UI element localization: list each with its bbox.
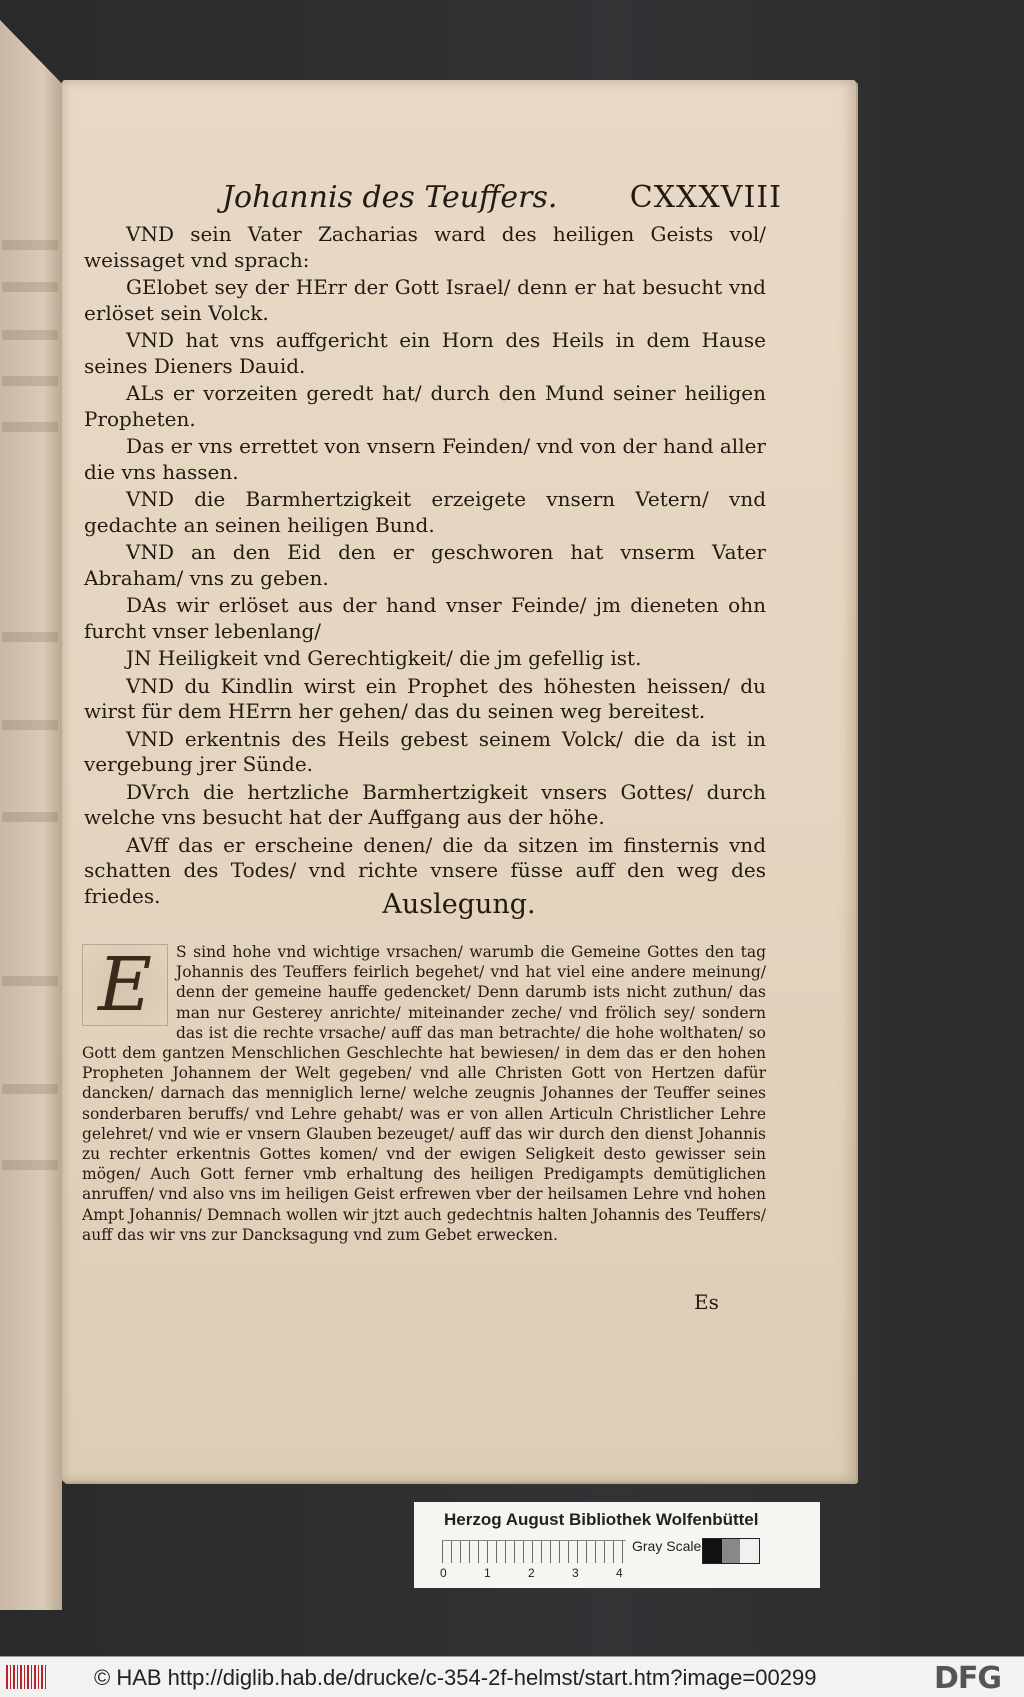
source-link[interactable]: © HAB http://diglib.hab.de/drucke/c-354-2f-helmst/start.htm?image=00299 bbox=[94, 1665, 817, 1690]
bleed-through-mark bbox=[2, 376, 58, 386]
bleed-through-mark bbox=[2, 1084, 58, 1094]
scale-ruler bbox=[442, 1540, 626, 1563]
bleed-through-mark bbox=[2, 422, 58, 432]
verse: VND du Kindlin wirst ein Prophet des höhesten heissen/ du wirst für dem HErrn her gehen/ das du seinen weg bereitest. bbox=[84, 673, 766, 723]
bleed-through-mark bbox=[2, 976, 58, 986]
running-head-title: Johannis des Teuffers. bbox=[222, 180, 558, 215]
adjacent-page-edge bbox=[0, 20, 62, 1610]
verse: VND an den Eid den er geschworen hat vnserm Vater Abraham/ vns zu geben. bbox=[84, 540, 766, 590]
decorated-initial: E bbox=[82, 944, 168, 1026]
verse: VND hat vns auffgericht ein Horn des Heils in dem Hause seines Dieners Dauid. bbox=[84, 328, 766, 378]
bleed-through-mark bbox=[2, 812, 58, 822]
bleed-through-mark bbox=[2, 720, 58, 730]
catchword: Es bbox=[694, 1290, 719, 1314]
ruler-number: 0 bbox=[440, 1566, 447, 1580]
bleed-through-mark bbox=[2, 330, 58, 340]
verse: GElobet sey der HErr der Gott Israel/ denn er hat besucht vnd erlöset sein Volck. bbox=[84, 275, 766, 325]
running-head bbox=[222, 180, 782, 216]
bleed-through-mark bbox=[2, 632, 58, 642]
verse: ALs er vorzeiten geredt hat/ durch den Mund seiner heiligen Propheten. bbox=[84, 381, 766, 431]
ruler-number: 1 bbox=[484, 1566, 491, 1580]
bleed-through-mark bbox=[2, 240, 58, 250]
ruler-number: 3 bbox=[572, 1566, 579, 1580]
ruler-number: 4 bbox=[616, 1566, 623, 1580]
gray-patch-dark bbox=[703, 1539, 722, 1563]
book-page bbox=[62, 80, 856, 1482]
barcode-icon bbox=[6, 1665, 46, 1689]
verse: DAs wir erlöset aus der hand vnser Feinde/ jm dieneten ohn furcht vnser lebenlang/ bbox=[84, 593, 766, 643]
verse-block bbox=[84, 222, 766, 911]
gray-scale-patches bbox=[702, 1538, 760, 1564]
gray-scale-label: Gray Scale bbox=[632, 1538, 702, 1554]
verse: AVff das er erscheine denen/ die da sitzen im finsternis vnd schatten des Todes/ vnd richte vnsere füsse auff den weg des friedes. bbox=[84, 832, 766, 908]
verse: JN Heiligkeit vnd Gerechtigkeit/ die jm gefellig ist. bbox=[126, 646, 642, 670]
folio-number: CXXXVIII bbox=[629, 180, 782, 215]
bleed-through-mark bbox=[2, 1160, 58, 1170]
bleed-through-mark bbox=[2, 282, 58, 292]
verse: Das er vns errettet von vnsern Feinden/ vnd von der hand aller die vns hassen. bbox=[84, 434, 766, 484]
ruler-number: 2 bbox=[528, 1566, 535, 1580]
verse: VND sein Vater Zacharias ward des heiligen Geists vol/ weissaget vnd sprach: bbox=[84, 222, 766, 272]
verse: VND die Barmhertzigkeit erzeigete vnsern Vetern/ vnd gedachte an seinen heiligen Bund. bbox=[84, 487, 766, 537]
footer-bar bbox=[0, 1656, 1024, 1697]
library-name: Herzog August Bibliothek Wolfenbüttel bbox=[444, 1510, 759, 1529]
dfg-logo: DFG bbox=[934, 1661, 1002, 1696]
verse: DVrch die hertzliche Barmhertzigkeit vnsers Gottes/ durch welche vns besucht hat der Auffgang aus der höhe. bbox=[84, 779, 766, 829]
commentary-paragraph bbox=[82, 942, 766, 1245]
verse: VND erkentnis des Heils gebest seinem Volck/ die da ist in vergebung jrer Sünde. bbox=[84, 726, 766, 776]
library-color-target bbox=[414, 1502, 820, 1588]
gray-patch-light bbox=[740, 1539, 759, 1563]
commentary-text: S sind hohe vnd wichtige vrsachen/ warumb die Gemeine Gottes den tag Johannis des Teuffers feirlich begehet/ vnd hat viel eine andere meinung/ denn der gemeine hauffe gedencket/ Denn darumb ists nicht zuthun/ das man nur Gesterey anrichte/ miteinander zeche/ vnd frölich sey/ sondern das ist die rechte vrsache/ auff das man betrachte/ die hohe wolthaten/ so Gott dem gantzen Menschlichen Geschlechte hat bewiesen/ in dem das er den hohen Propheten Johannem der Welt gegeben/ vnd alle Christen Gott von Hertzen dafür dancken/ darnach das menniglich lerne/ welche zeugnis Johannes der Teuffer seines sonderbaren beruffs/ vnd Lehre gehabt/ was er von allen Articuln Christlicher Lehre gelehret/ vnd wie er vnsern Glauben bezeuget/ auff das wir durch den dienst Johannis zu rechter erkentnis Gottes komen/ vnd der ewigen Seligkeit desto gewisser sein mögen/ Auch Gott ferner vmb erhaltung des heiligen Predigampts demütiglichen anruffen/ vnd also vns im heiligen Geist erfrewen vber der heilsamen Lehre vnd hohen Ampt Johannis/ Demnach wollen wir jtzt auch gedechtnis halten Johannis des Teuffers/ auff das wir vns zur Dancksagung vnd zum Gebet erwecken. bbox=[82, 943, 766, 1244]
section-heading: Auslegung. bbox=[382, 889, 536, 920]
gray-patch-mid bbox=[722, 1539, 741, 1563]
